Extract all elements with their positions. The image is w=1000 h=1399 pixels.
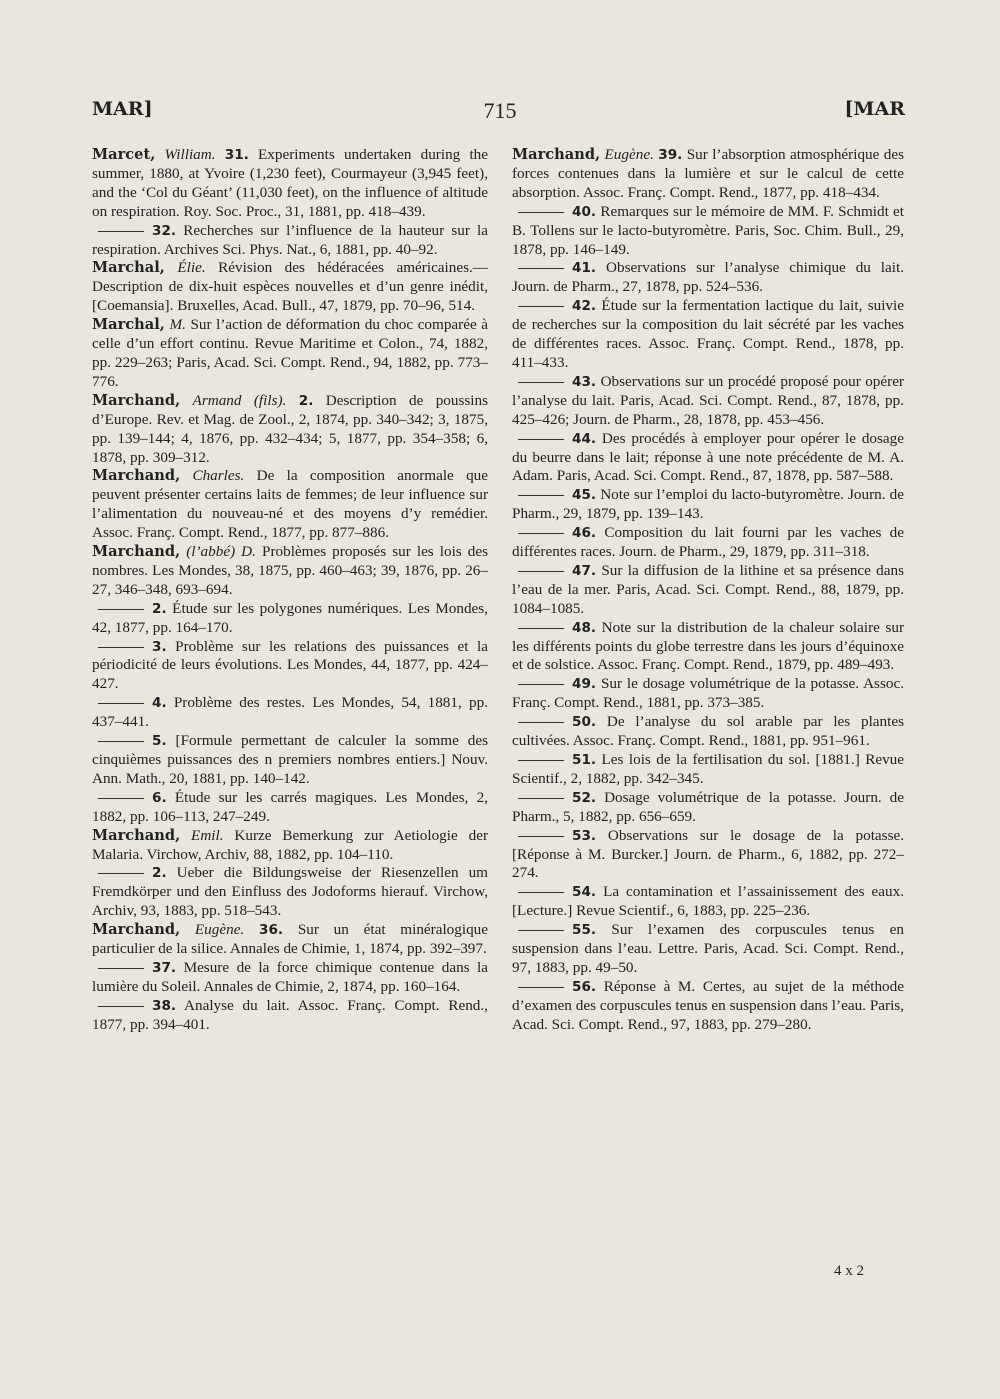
ditto-rule [98,609,144,610]
ditto-rule [518,892,564,893]
ditto-rule [98,798,144,799]
entry-text: Experiments undertaken during the summer, 1880, at Yvoire (1,230 feet), Courmayeur (3,945 feet), and the ‘Col du Géant’ (11,030 feet), on the influence of altitude on respiration. Roy. Soc. Proc., 31, 1881, pp. 418–439. [92,146,489,220]
bibliography-continuation [512,259,904,297]
entry-text: Des procédés à employer pour opérer le dosage du beurre dans le lait; réponse à une note précédente de M. A. Adam. Paris, Acad. Sci. Compt. Rend., 87, 1878, pp. 587–588. [512,429,904,485]
ditto-rule [518,533,564,534]
ditto-rule [98,231,144,232]
entry-text: [Formule permettant de calculer la somme des cinquièmes puissances des n premiers nombres entiers.] Nouv. Ann. Math., 20, 1881, pp. 140–142. [92,732,488,787]
author-surname: Marchal, [92,259,165,277]
bibliography-continuation [512,883,904,921]
entry-number: 32. [152,222,177,239]
author-surname: Marchand, [92,826,181,844]
ditto-rule [518,722,564,723]
entry-text: Analyse du lait. Assoc. Franç. Compt. Rend., 1877, pp. 394–401. [92,996,488,1033]
running-head-right: [MAR [844,98,905,120]
entry-number: 45. [572,487,597,504]
entry-text: Remarques sur le mémoire de MM. F. Schmidt et B. Tollens sur le lacto-butyromètre. Paris, Soc. Chim. Bull., 29, 1878, pp. 146–149. [512,202,905,258]
author-surname: Marchand, [92,543,181,561]
running-head-left: MAR] [92,98,153,120]
author-surname: Marchand, [512,146,601,163]
left-column [92,146,488,1035]
entry-number: 50. [572,714,597,731]
entry-text: Description de poussins d’Europe. Rev. et Mag. de Zool., 2, 1874, pp. 340–342; 3, 1875, pp. 139–144; 4, 1876, pp. 432–434; 5, 1877, pp. 354–358; 6, 1878, pp. 309–312. [92,391,489,466]
entry-text: Sur l’examen des corpuscules tenus en suspension dans l’eau. Lettre. Paris, Acad. Sci. Compt. Rend., 97, 1883, pp. 49–50. [512,921,904,976]
ditto-rule [98,703,144,704]
author-given-name: (l’abbé) D. [186,543,256,561]
bibliography-continuation [512,675,904,713]
entry-text: Étude sur les carrés magiques. Les Mondes, 2, 1882, pp. 106–113, 247–249. [92,788,488,825]
entry-number: 2. [152,865,167,882]
entry-number: 42. [572,298,597,315]
bibliography-continuation [512,789,904,827]
bibliography-continuation [512,373,904,430]
entry-text: Problèmes proposés sur les lois des nombres. Les Mondes, 38, 1875, pp. 460–463; 39, 1876, pp. 26–27, 346–348, 693–694. [92,543,489,598]
bibliography-continuation [512,430,904,487]
ditto-rule [518,306,564,307]
bibliography-continuation [512,562,904,619]
author-given-name: Charles. [192,467,245,485]
entry-text: Dosage volumétrique de la potasse. Journ. de Pharm., 5, 1882, pp. 656–659. [512,788,905,825]
entry-text: De l’analyse du sol arable par les plantes cultivées. Assoc. Franç. Compt. Rend., 1881, pp. 951–961. [512,713,904,750]
bibliography-continuation [512,486,904,524]
bibliography-continuation [512,203,904,260]
entry-text: Étude sur les polygones numériques. Les Mondes, 42, 1877, pp. 164–170. [92,599,489,636]
bibliography-continuation [92,694,488,732]
entry-number: 3. [152,638,167,655]
entry-number: 39. [658,147,683,163]
bibliography-entry [92,392,488,468]
entry-number: 6. [152,789,167,806]
ditto-rule [518,628,564,629]
entry-number: 44. [572,430,597,447]
ditto-rule [518,987,564,988]
ditto-rule [98,968,144,969]
ditto-rule [518,836,564,837]
page-number: 715 [483,98,517,123]
author-surname: Marchand, [92,391,181,409]
entry-text: Recherches sur l’influence de la hauteur sur la respiration. Archives Sci. Phys. Nat., 6, 1881, pp. 40–92. [92,221,489,258]
entry-number: 5. [152,733,167,750]
bibliography-entry [92,146,488,222]
bibliography-continuation [512,619,904,676]
bibliography-entry [92,316,488,392]
entry-text: Sur un état minéralogique particulier de la silice. Annales de Chimie, 1, 1874, pp. 392–397. [92,921,489,958]
entry-number: 48. [572,619,597,636]
entry-number: 41. [572,260,597,277]
ditto-rule [98,873,144,874]
ditto-rule [518,798,564,799]
author-given-name: William. [164,146,216,163]
entry-text: Mesure de la force chimique contenue dans la lumière du Soleil. Annales de Chimie, 2, 1874, pp. 160–164. [92,958,488,995]
entry-text: Problème sur les relations des puissances et la périodicité de leurs évolutions. Les Mondes, 44, 1877, pp. 424–427. [92,637,489,693]
entry-text: Sur le dosage volumétrique de la potasse. Assoc. Franç. Compt. Rend., 1881, pp. 373–385. [512,675,904,712]
entry-number: 31. [224,147,249,163]
entry-text: Ueber die Bildungsweise der Riesenzellen um Fremdkörper und den Einfluss des Jodoforms hierauf. Virchow, Archiv, 93, 1883, pp. 518–543. [92,864,488,920]
bibliography-entry [92,259,488,316]
entry-number: 38. [152,997,177,1014]
entry-text: Les lois de la fertilisation du sol. [1881.] Revue Scientif., 2, 1882, pp. 342–345. [512,751,904,787]
bibliography-continuation [92,997,488,1035]
author-given-name: Eugène. [604,146,654,163]
author-surname: Marchand, [92,921,181,939]
ditto-rule [518,495,564,496]
ditto-rule [518,382,564,383]
entry-text: Observations sur l’analyse chimique du lait. Journ. de Pharm., 27, 1878, pp. 524–536. [512,259,905,296]
entry-number: 49. [572,676,597,693]
author-surname: Marchal, [92,316,165,334]
ditto-rule [518,684,564,685]
entry-text: Observations sur le dosage de la potasse. [Réponse à M. Burcker.] Journ. de Pharm., 6, 1882, pp. 272–274. [512,826,905,882]
bibliography-continuation [92,732,488,789]
author-given-name: Armand (fils). [192,391,287,409]
entry-text: Note sur l’emploi du lacto-butyromètre. Journ. de Pharm., 29, 1879, pp. 139–143. [512,486,904,523]
bibliography-continuation [92,789,488,827]
bibliography-continuation [92,222,488,260]
entry-text: Sur la diffusion de la lithine et sa présence dans l’eau de la mer. Paris, Acad. Sci. Compt. Rend., 88, 1879, pp. 1084–1085. [512,561,905,617]
entry-text: Sur l’action de déformation du choc comparée à celle d’un effort continu. Revue Maritime et Colon., 74, 1882, pp. 229–263; Paris, Acad. Sci. Compt. Rend., 94, 1882, pp. 773–776. [92,316,489,390]
author-surname: Marcet, [92,146,156,163]
entry-text: Réponse à M. Certes, au sujet de la méthode d’examen des corpuscules tenus en suspension dans l’eau. Paris, Acad. Sci. Compt. Rend., 97, 1883, pp. 279–280. [512,977,904,1033]
author-given-name: Eugène. [194,921,245,939]
entry-number: 2. [152,600,167,617]
bibliography-continuation [512,297,904,373]
entry-number: 47. [572,562,597,579]
entry-number: 46. [572,525,597,542]
author-surname: Marchand, [92,467,181,485]
ditto-rule [518,930,564,931]
bibliography-continuation [512,921,904,978]
entry-text: Observations sur un procédé proposé pour opérer l’analyse du lait. Paris, Acad. Sci. Compt. Rend., 87, 1878, pp. 425–426; Journ. de Pharm., 28, 1878, pp. 453–456. [512,372,904,428]
bibliography-entry [92,827,488,865]
bibliography-entry [92,921,488,959]
signature-mark: 4 x 2 [834,1263,864,1279]
entry-text: Composition du lait fourni par les vaches de différentes races. Journ. de Pharm., 29, 1879, pp. 311–318. [512,524,905,561]
entry-text: Sur l’absorption atmosphérique des forces contenues dans la lumière et sur le calcul de cette absorption. Assoc. Franç. Compt. Rend., 1877, pp. 418–434. [512,146,904,201]
entry-number: 4. [152,695,167,712]
entry-number: 37. [152,959,177,976]
entry-number: 54. [572,884,597,901]
ditto-rule [518,212,564,213]
bibliography-continuation [512,978,904,1035]
bibliography-continuation [92,864,488,921]
entry-number: 43. [572,373,597,390]
entry-number: 51. [572,752,597,768]
ditto-rule [98,741,144,742]
bibliography-entry [512,146,904,203]
bibliography-continuation [512,827,904,884]
ditto-rule [518,268,564,269]
ditto-rule [98,1006,144,1007]
right-column [512,146,904,1035]
entry-number: 53. [572,827,597,844]
ditto-rule [518,439,564,440]
bibliography-continuation [92,600,488,638]
entry-number: 36. [259,922,284,939]
ditto-rule [518,571,564,572]
bibliography-continuation [512,751,904,789]
bibliography-entry [92,467,488,543]
entry-text: Révision des hédéracées américaines.—Description de dix-huit espèces nouvelles et d’un genre inédit, [Coemansia]. Bruxelles, Acad. Bull., 47, 1879, pp. 70–96, 514. [92,259,488,315]
entry-number: 55. [572,922,597,939]
author-given-name: Élie. [177,259,206,277]
entry-number: 40. [572,203,597,220]
bibliography-continuation [92,959,488,997]
entry-text: Étude sur la fermentation lactique du lait, suivie de recherches sur la composition du lait sécrété par les vaches de différentes races. Assoc. Franç. Compt. Rend., 1878, pp. 411–433. [512,297,904,371]
entry-text: Kurze Bemerkung zur Aetiologie der Malaria. Virchow, Archiv, 88, 1882, pp. 104–110. [92,826,488,863]
entry-text: Problème des restes. Les Mondes, 54, 1881, pp. 437–441. [92,694,488,731]
entry-number: 56. [572,978,597,995]
bibliography-continuation [512,713,904,751]
bibliography-continuation [92,638,488,695]
author-given-name: Emil. [191,826,224,844]
ditto-rule [518,760,564,761]
entry-text: La contamination et l’assainissement des eaux. [Lecture.] Revue Scientif., 6, 1883, pp. 225–236. [512,883,904,920]
author-given-name: M. [169,316,186,334]
bibliography-entry [92,543,488,600]
entry-number: 2. [298,392,314,409]
entry-number: 52. [572,789,597,806]
ditto-rule [98,647,144,648]
entry-text: Note sur la distribution de la chaleur solaire sur les différents points du globe terrestre dans les jours d’équinoxe et de solstice. Assoc. Franç. Compt. Rend., 1879, pp. 489–493. [512,618,905,674]
bibliography-continuation [512,524,904,562]
entry-text: De la composition anormale que peuvent présenter certains laits de femmes; de leur influence sur l’alimentation du nouveau-né et des moyens d’y remédier. Assoc. Franç. Compt. Rend., 1877, pp. 877–886. [92,467,489,542]
